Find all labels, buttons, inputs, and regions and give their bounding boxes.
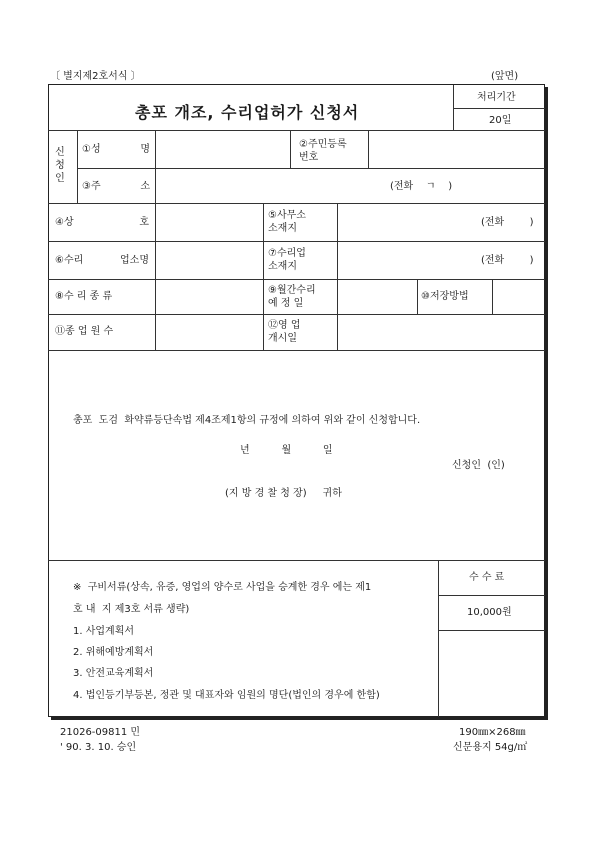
document-item: 1. 사업계획서 bbox=[73, 626, 135, 637]
rule bbox=[48, 314, 545, 315]
applicant-signature: 신청인 (인) bbox=[452, 460, 505, 471]
frame-shadow-bottom bbox=[51, 717, 548, 720]
name-end: 명 bbox=[140, 144, 150, 155]
paper-size: 190㎜×268㎜ bbox=[459, 727, 526, 738]
documents-note-line1: ※ 구비서류(상속, 유증, 영업의 양수로 사업을 승계한 경우 에는 제1 bbox=[73, 582, 372, 593]
page-side: (앞면) bbox=[491, 71, 519, 82]
rule bbox=[368, 130, 369, 168]
application-date: 년 월 일 bbox=[240, 445, 333, 456]
addressee: (지 방 경 찰 청 장) 귀하 bbox=[225, 488, 342, 499]
shop-end: 업소명 bbox=[120, 255, 149, 266]
opening-date-label: ⑫영 업 개시일 bbox=[268, 320, 301, 344]
rule bbox=[492, 279, 493, 314]
rule bbox=[438, 560, 439, 717]
trade-name-label bbox=[55, 216, 149, 229]
declaration-statement: 총포 도검 화약류등단속법 제4조제1항의 규정에 의하여 위와 같이 신청합니다. bbox=[73, 415, 421, 426]
rule bbox=[438, 595, 545, 596]
rule bbox=[48, 130, 545, 131]
form-code: 21026-09811 민 bbox=[60, 727, 141, 738]
rule bbox=[337, 203, 338, 350]
repair-type-label: ⑧수 리 종 류 bbox=[55, 291, 113, 302]
frame-shadow-right bbox=[545, 87, 548, 720]
monthly-schedule-label: ⑨월간수리 예 정 일 bbox=[268, 285, 316, 309]
rule bbox=[263, 203, 264, 350]
rrn-label: ②주민등록 번호 bbox=[299, 139, 347, 163]
storage-method-label: ⑩저장방법 bbox=[421, 291, 469, 302]
rule bbox=[77, 130, 78, 203]
rule bbox=[48, 203, 545, 204]
rule bbox=[438, 630, 545, 631]
shop-name-label bbox=[55, 254, 149, 267]
paper-type: 신문용지 54g/㎡ bbox=[453, 742, 528, 753]
document-item: 4. 법인등기부등본, 정관 및 대표자와 임원의 명단(법인의 경우에 한함) bbox=[73, 690, 380, 701]
shop-phone: (전화 ) bbox=[481, 255, 534, 266]
form-number: 〔 별지제2호서식 〕 bbox=[50, 71, 141, 82]
applicant-name-label bbox=[82, 143, 150, 156]
documents-note-line2: 호 내 지 제3호 서류 생략) bbox=[73, 604, 190, 615]
shop-num: ⑥수리 bbox=[55, 255, 84, 266]
addr-end: 소 bbox=[140, 181, 150, 192]
document-item: 3. 안전교육계획서 bbox=[73, 668, 154, 679]
rule bbox=[290, 130, 291, 168]
document-item: 2. 위해예방계획서 bbox=[73, 647, 154, 658]
office-location-label: ⑤사무소 소재지 bbox=[268, 210, 306, 234]
rule bbox=[48, 350, 545, 351]
addr-num: ③주 bbox=[82, 181, 101, 192]
applicant-section-label: 신 청 인 bbox=[55, 147, 65, 184]
processing-divider bbox=[453, 108, 545, 109]
rule bbox=[48, 241, 545, 242]
employee-count-label: ⑪종 업 원 수 bbox=[55, 326, 114, 337]
rule bbox=[48, 279, 545, 280]
shop-location-label: ⑦수리업 소재지 bbox=[268, 248, 306, 272]
rule bbox=[77, 168, 545, 169]
fee-label: 수 수 료 bbox=[469, 572, 505, 583]
office-phone: (전화 ) bbox=[481, 217, 534, 228]
trade-end: 호 bbox=[139, 217, 149, 228]
form-title: 총포 개조, 수리업허가 신청서 bbox=[135, 103, 360, 122]
name-num: ①성 bbox=[82, 144, 101, 155]
approval-date: ' 90. 3. 10. 승인 bbox=[60, 742, 137, 753]
rule bbox=[48, 560, 545, 561]
trade-num: ④상 bbox=[55, 217, 74, 228]
fee-value: 10,000원 bbox=[467, 607, 512, 618]
processing-label: 처리기간 bbox=[477, 92, 516, 103]
rule bbox=[417, 279, 418, 314]
application-form bbox=[48, 84, 545, 717]
rule bbox=[155, 130, 156, 350]
applicant-phone: (전화 ㄱ ) bbox=[390, 181, 453, 192]
applicant-address-label bbox=[82, 180, 150, 193]
processing-value: 20일 bbox=[489, 115, 512, 126]
